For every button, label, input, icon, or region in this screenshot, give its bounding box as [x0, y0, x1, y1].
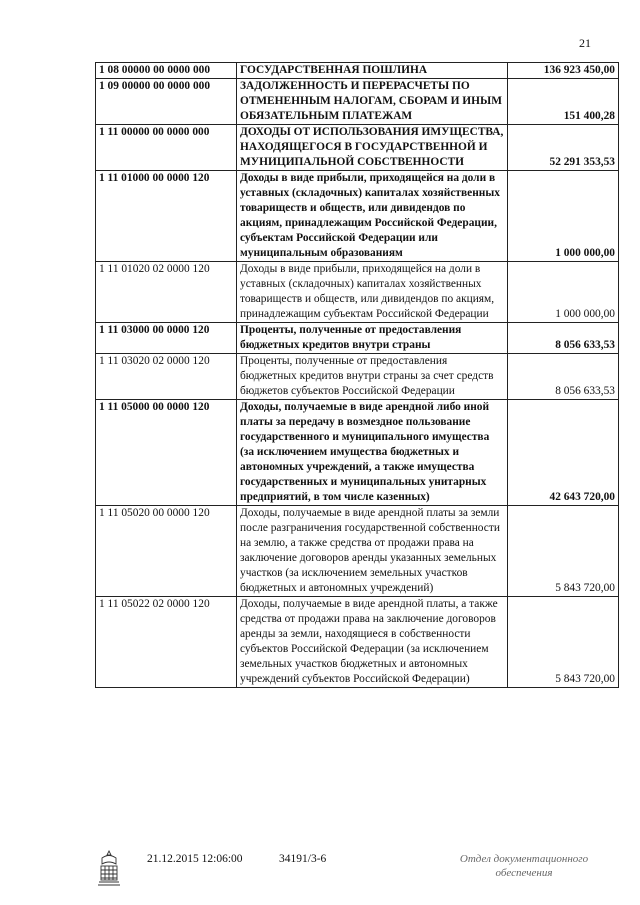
page-number: 21: [579, 36, 591, 50]
table-row: [96, 125, 619, 171]
footer-document-number: 34191/3-6: [279, 853, 327, 865]
coat-of-arms-emblem-icon: [96, 848, 122, 888]
budget-code-cell: 1 11 05022 02 0000 120: [96, 597, 237, 688]
budget-code-cell: 1 08 00000 00 0000 000: [96, 63, 237, 79]
table-row: [96, 400, 619, 506]
budget-code-cell: 1 11 03020 02 0000 120: [96, 354, 237, 400]
stamp-line-1: Отдел документационного: [459, 853, 589, 865]
table-row: [96, 171, 619, 262]
amount-cell: 1 000 000,00: [508, 262, 619, 323]
budget-code-cell: 1 09 00000 00 0000 000: [96, 79, 237, 125]
stamp-line-2: обеспечения: [495, 867, 553, 879]
page-footer: [0, 848, 640, 898]
description-cell: Доходы, получаемые в виде арендной платы за земли после разграничения государственной собственности на землю, а также средства от продажи права на заключение договоров аренды указанных земельных участков (за исключением земельных участков бюджетных и автономных учреждений): [237, 506, 508, 597]
amount-cell: 5 843 720,00: [508, 597, 619, 688]
table-row: [96, 597, 619, 688]
table-row: [96, 63, 619, 79]
description-cell: Проценты, полученные от предоставления бюджетных кредитов внутри страны за счет средств бюджетов субъектов Российской Федерации: [237, 354, 508, 400]
amount-cell: 5 843 720,00: [508, 506, 619, 597]
budget-code-cell: 1 11 01000 00 0000 120: [96, 171, 237, 262]
table-row: [96, 323, 619, 354]
table-row: [96, 79, 619, 125]
table-row: [96, 506, 619, 597]
budget-code-cell: 1 11 05020 00 0000 120: [96, 506, 237, 597]
description-cell: ГОСУДАРСТВЕННАЯ ПОШЛИНА: [237, 63, 508, 79]
amount-cell: 151 400,28: [508, 79, 619, 125]
footer-date: 21.12.2015 12:06:00: [147, 853, 243, 865]
table-row: [96, 354, 619, 400]
description-cell: Доходы, получаемые в виде арендной либо иной платы за передачу в возмездное пользование государственного и муниципального имущества (за исключением имущества бюджетных и автономных учреждений, а также имущества государственных и муниципальных унитарных предприятий, в том числе казенных): [237, 400, 508, 506]
budget-code-cell: 1 11 00000 00 0000 000: [96, 125, 237, 171]
description-cell: ДОХОДЫ ОТ ИСПОЛЬЗОВАНИЯ ИМУЩЕСТВА, НАХОДЯЩЕГОСЯ В ГОСУДАРСТВЕННОЙ И МУНИЦИПАЛЬНОЙ СОБСТВЕННОСТИ: [237, 125, 508, 171]
amount-cell: 1 000 000,00: [508, 171, 619, 262]
description-cell: Доходы в виде прибыли, приходящейся на доли в уставных (складочных) капиталах хозяйственных товариществ и обществ, или дивидендов по акциям, принадлежащим субъектам Российской Федерации: [237, 262, 508, 323]
budget-code-cell: 1 11 01020 02 0000 120: [96, 262, 237, 323]
table-row: [96, 262, 619, 323]
budget-code-cell: 1 11 05000 00 0000 120: [96, 400, 237, 506]
amount-cell: 52 291 353,53: [508, 125, 619, 171]
description-cell: Проценты, полученные от предоставления бюджетных кредитов внутри страны: [237, 323, 508, 354]
amount-cell: 136 923 450,00: [508, 63, 619, 79]
description-cell: Доходы в виде прибыли, приходящейся на доли в уставных (складочных) капиталах хозяйственных товариществ и обществ, или дивидендов по акциям, принадлежащим Российской Федерации, субъектам Российской Федерации или муниципальным образованиям: [237, 171, 508, 262]
amount-cell: 8 056 633,53: [508, 354, 619, 400]
amount-cell: 42 643 720,00: [508, 400, 619, 506]
department-stamp: [444, 852, 604, 880]
description-cell: ЗАДОЛЖЕННОСТЬ И ПЕРЕРАСЧЕТЫ ПО ОТМЕНЕННЫМ НАЛОГАМ, СБОРАМ И ИНЫМ ОБЯЗАТЕЛЬНЫМ ПЛАТЕЖАМ: [237, 79, 508, 125]
budget-code-cell: 1 11 03000 00 0000 120: [96, 323, 237, 354]
budget-revenue-table: [95, 62, 619, 688]
description-cell: Доходы, получаемые в виде арендной платы, а также средства от продажи права на заключение договоров аренды за земли, находящиеся в собственности субъектов Российской Федерации (за исключением земельных участков бюджетных и автономных учреждений субъектов Российской Федерации): [237, 597, 508, 688]
amount-cell: 8 056 633,53: [508, 323, 619, 354]
